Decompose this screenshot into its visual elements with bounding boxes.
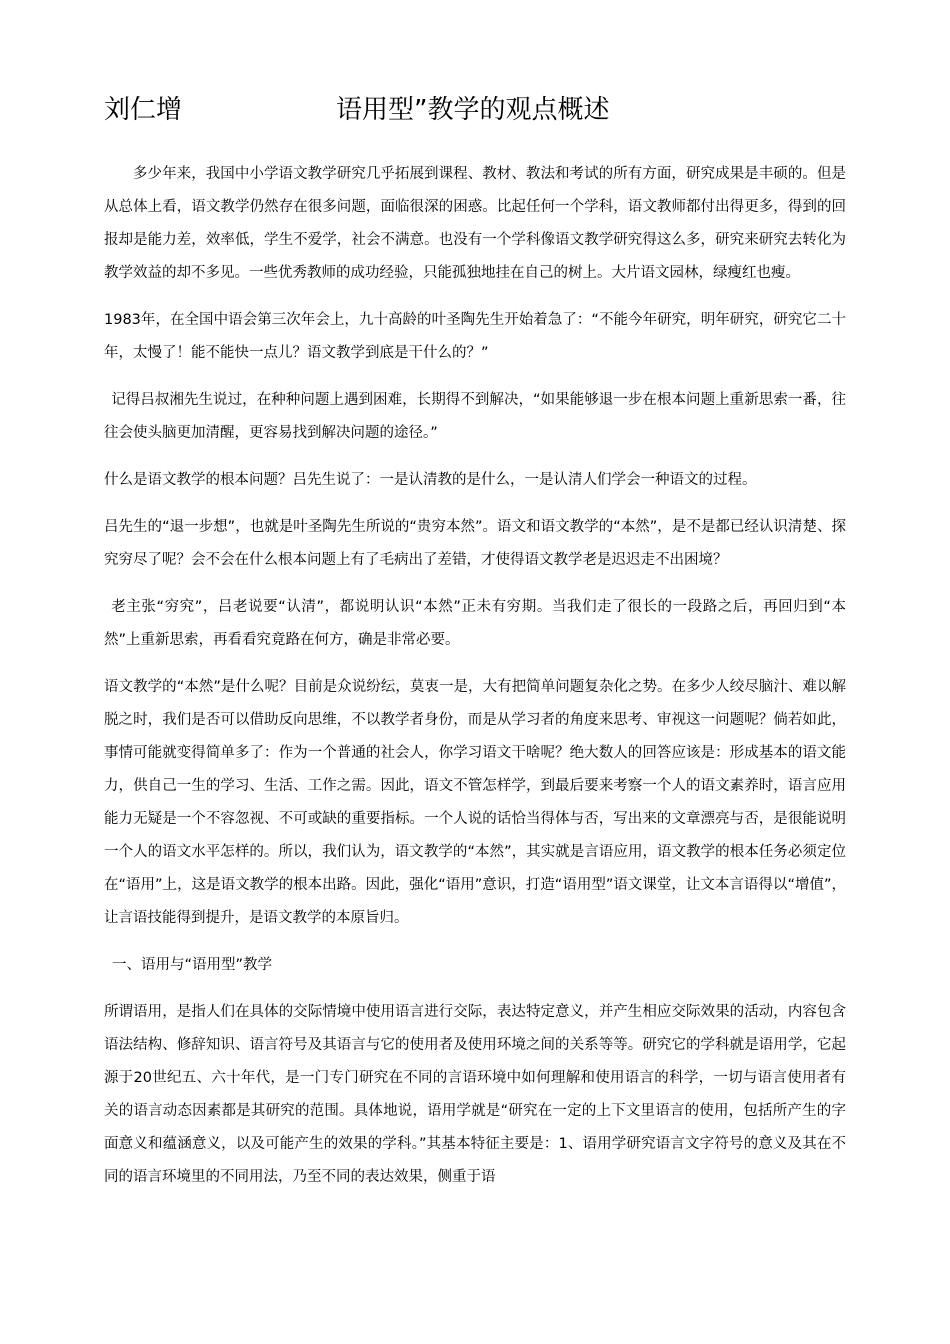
paragraph-lv-quote: 记得吕叔湘先生说过，在种种问题上遇到困难，长期得不到解决，“如果能够退一步在根本问题上重新思索一番，往往会使头脑更加清醒，更容易找到解决问题的途径。” — [104, 392, 846, 441]
paragraph-research: 老主张“穷究”，吕老说要“认清”，都说明认识“本然”正未有穷期。当我们走了很长的一段路之后，再回归到“本然”上重新思索，再看看究竟路在何方，确是非常必要。 — [104, 599, 846, 648]
document-title: 语用型”教学的观点概述 — [336, 95, 610, 125]
title-row — [104, 90, 864, 134]
paragraph-intro: 多少年来，我国中小学语文教学研究几乎拓展到课程、教材、教法和考试的所有方面，研究成果是丰硕的。但是从总体上看，语文教学仍然存在很多问题，面临很深的困惑。比起任何一个学科，语文教师都付出得更多，得到的回报却是能力差，效率低，学生不爱学，社会不满意。也没有一个学科像语文教学研究得这么多，研究来研究去转化为教学效益的却不多见。一些优秀教师的成功经验，只能孤独地挂在自己的树上。大片语文园林，绿瘦红也瘦。 — [104, 166, 846, 281]
paragraph-root-question: 什么是语文教学的根本问题？吕先生说了：一是认清教的是什么，一是认清人们学会一种语文的过程。 — [104, 472, 757, 488]
paragraph-benran: 语文教学的“本然”是什么呢？目前是众说纷纭，莫衷一是，大有把简单问题复杂化之势。在多少人绞尽脑汁、难以解脱之时，我们是否可以借助反向思维，不以教学者身份，而是从学习者的角度来思考、审视这一问题呢？倘若如此，事情可能就变得简单多了：作为一个普通的社会人，你学习语文干啥呢？绝大数人的回答应该是：形成基本的语文能力，供自己一生的学习、生活、工作之需。因此，语文不管怎样学，到最后要来考察一个人的语文素养时，语言应用能力无疑是一个不容忽视、不可或缺的重要指标。一个人说的话恰当得体与否，写出来的文章漂亮与否，是很能说明一个人的语文水平怎样的。所以，我们认为，语文教学的“本然”，其实就是言语应用，语文教学的根本任务必须定位在“语用”上，这是语文教学的根本出路。因此，强化“语用”意识，打造“语用型”语文课堂，让文本言语得以“增值”，让言语技能得到提升，是语文教学的本原旨归。 — [104, 679, 846, 926]
paragraph-1983: 1983年，在全国中语会第三次年会上，九十高龄的叶圣陶先生开始着急了：“不能今年研究，明年研究，研究它二十年，太慢了！能不能快一点儿？语文教学到底是干什么的？” — [104, 312, 846, 361]
document-body — [104, 158, 846, 1208]
section-heading: 一、语用与“语用型”教学 — [112, 957, 273, 973]
paragraph-pragmatics: 所谓语用，是指人们在具体的交际情境中使用语言进行交际，表达特定意义，并产生相应交际效果的活动，内容包含语法结构、修辞知识、语言符号及其语言与它的使用者及使用环境之间的关系等等。研究它的学科就是语用学，它起源于20世纪五、六十年代，是一门专门研究在不同的言语环境中如何理解和使用语言的科学，一切与语言使用者有关的语言动态因素都是其研究的范围。具体地说，语用学就是“研究在一定的上下文里语言的使用，包括所产生的字面意义和蕴涵意义，以及可能产生的效果的学科。”其基本特征主要是：1、语用学研究语言文字符号的意义及其在不同的语言环境里的不同用法，乃至不同的表达效果，侧重于语 — [104, 1004, 846, 1185]
author-name: 刘仁增 — [104, 95, 183, 125]
paragraph-step-back: 吕先生的“退一步想”，也就是叶圣陶先生所说的“贵穷本然”。语文和语文教学的“本然”，是不是都已经认识清楚、探究穷尽了呢？会不会在什么根本问题上有了毛病出了差错，才使得语文教学老是迟迟走不出困境？ — [104, 519, 846, 568]
